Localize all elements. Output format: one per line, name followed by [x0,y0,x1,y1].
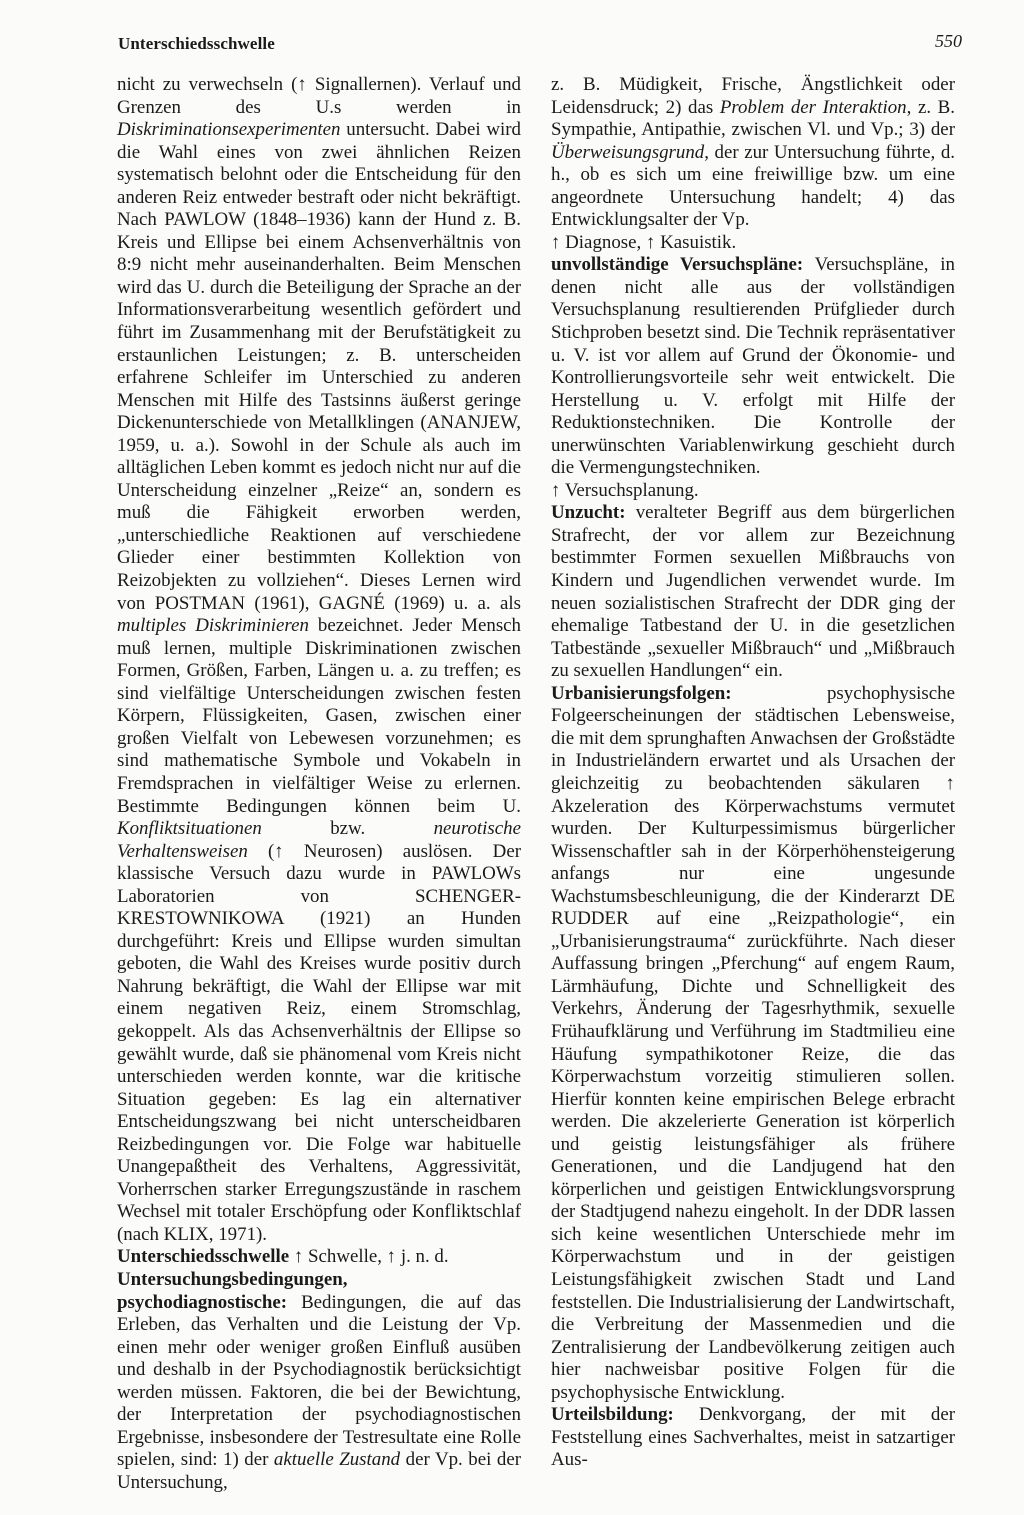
entry-text: ↑ Schwelle, ↑ j. n. d. [289,1246,449,1268]
entry-text: psychophysische Folgeerscheinungen der städtischen Lebensweise, die mit dem sprunghaften Anwachsen der Großstädte in Industrieländern erwartet und als Ursachen der gleichzeitig zu beobachtenden säkularen ↑ Akzeleration des Körperwachstums vermutet wurden. Der Kulturpessimismus bürgerlicher Wissenschaftler sah in der Körperhöhensteigerung anfangs nur eine ungesunde Wachstumsbeschleunigung, die der Kinderarzt DE RUDDER auf eine „Reizpathologie“, ein „Urbanisierungstrauma“ zurückführte. Nach dieser Auffassung bringen „Pferchung“ auf engem Raum, Lärmhäufung, Dichte und Schnelligkeit des Verkehrs, Änderung der Tagesrhythmik, sexuelle Frühaufklärung und Verführung im Stadtmilieu eine Häufung sympathikotoner Reize, die das Körperwachstum vorzeitig stimulieren sollen. Hierfür konnten keine empirischen Belege erbracht werden. Die akzelerierte Generation ist körperlich und geistig leistungsfähiger als frühere Generationen, und die Landjugend hat den körperlichen und geistigen Entwicklungsvorsprung der Stadtjugend nahezu eingeholt. In der DDR lassen sich keine wesentlichen Unterschiede mehr im Körperwachstum und in der geistigen Leistungsfähigkeit zwischen Stadt und Land feststellen. Die Industrialisierung der Landwirtschaft, die Verbreitung der Massenmedien und die Zentralisierung der Landbevölkerung zeitigen auch hier nachweisbar positive Folgen für die psychophysische Entwicklung. [551,682,955,1403]
cross-reference: ↑ Diagnose, ↑ Kasuistik. [551,231,737,253]
entry-untersuchungsbedingungen [117,1269,521,1494]
italic-term: Problem der Interaktion [719,96,907,118]
text-run: untersucht. Dabei wird die Wahl eines von zwei ähnlichen Reizen systematisch belohnt oder die Entscheidung für den anderen Reiz entweder bestraft oder nicht bekräftigt. Nach PAWLOW (1848–1936) kann der Hund z. B. Kreis und Ellipse bei einem Achsenverhältnis von 8:9 nicht mehr auseinanderhalten. Beim Menschen wird das U. durch die Beteiligung der Sprache an der Informationsverarbeitung wesentlich gefördert und führt im Zusammenhang mit der Berufstätigkeit zu erstaunlichen Leistungen; z. B. unterscheiden erfahrene Schleifer im Unterschied zu anderen Menschen mit Hilfe des Tastsinns äußerst geringe Dickenunterschiede von Metallklingen (ANANJEW, 1959, u. a.). Sowohl in der Schule als auch im alltäglichen Leben kommt es jedoch nicht nur auf die Unterscheidung einzelner „Reize“ an, sondern es muß die Fähigkeit erworben werden, „unterschiedliche Reaktionen auf verschiedene Glieder einer bestimmten Kollektion von Reizobjekten zu vollziehen“. Dieses Lernen wird von POSTMAN (1961), GAGNÉ (1969) u. a. als [117,119,521,614]
italic-term: multiples Diskriminieren [117,615,309,637]
left-column [117,74,521,1494]
entry-term: Untersuchungsbedingungen, psychodiagnostische: [117,1268,348,1313]
entry-term: Urbanisierungsfolgen: [551,682,732,704]
italic-term: Konfliktsituationen [117,818,262,840]
cross-reference: ↑ Versuchsplanung. [551,479,699,501]
entry-term: Unzucht: [551,502,626,524]
right-column [551,74,955,1472]
italic-term: Überweisungsgrund [551,141,705,163]
entry-text: Bedingungen, die auf das Erleben, das Verhalten und die Leistung der Vp. einen mehr oder weniger großen Einfluß ausüben und deshalb in der Psychodiagnostik berücksichtigt werden müssen. Faktoren, die bei der Bewichtung, der Interpretation der psychodiagnostischen Ergebnisse, insbesondere der Testresultate eine Rolle spielen, sind: 1) der [117,1291,521,1471]
page-number: 550 [935,31,962,51]
italic-term: aktuelle Zustand [273,1449,401,1471]
entry-unvollstaendige-versuchsplaene [551,254,955,479]
entry-text: Versuchspläne, in denen nicht alle aus der vollständigen Versuchsplanung resultierenden Prüfglieder durch Stichproben besetzt sind. Die Technik repräsentativer u. V. ist vor allem auf Grund der Ökonomie- und Kontrollierungsvorteile sehr weit entwickelt. Die Herstellung u. V. erfolgt mit Hilfe der Reduktionstechniken. Die Kontrolle der unerwünschten Variablenwirkung geschieht durch die Vermengungstechniken. [551,254,955,479]
entry-text: veralteter Begriff aus dem bürgerlichen Strafrecht, der vor allem zur Bezeichnung bestimmter Formen sexuellen Mißbrauchs von Kindern und Jugendlichen verwendet wurde. Im neuen sozialistischen Strafrecht der DDR ging der ehemalige Tatbestand der U. in die gesetzlichen Tatbestände „sexueller Mißbrauch“ und „Mißbrauch zu sexuellen Handlungen“ ein. [551,502,955,682]
entry-urbanisierungsfolgen [551,683,955,1405]
entry-unzucht [551,502,955,682]
text-run: bzw. [261,818,434,840]
text-run: , z. B. Sympathie, Antipathie, zwischen Vl. und Vp.; 3) der [551,96,955,141]
text-run: (↑ Neurosen) auslösen. Der klassische Versuch dazu wurde in PAWLOWs Laboratorien von SCHENGER-KRESTOWNIKOWA (1921) an Hunden durchgeführt: Kreis und Ellipse wurden simultan geboten, die Wahl des Kreises wurde positiv durch Nahrung bekräftigt, die Wahl der Ellipse war mit einem negativen Reiz, einem Stromschlag, gekoppelt. Als das Achsenverhältnis der Ellipse so gewählt wurde, daß sie phänomenal vom Kreis nicht unterschieden werden konnte, war die kritische Situation gegeben: Es lag ein alternativer Entscheidungszwang bei nicht unterscheidbaren Reizbedingungen vor. Die Folge war habituelle Unangepaßtheit des Verhaltens, Aggressivität, Vorherrschen starker Erregungszustände in raschem Wechsel mit totaler Erschöpfung oder Konfliktschlaf (nach KLIX, 1971). [117,840,521,1245]
entry-urteilsbildung [551,1404,955,1472]
entry-unterschiedsschwelle [117,1246,521,1269]
text-run: nicht zu verwechseln (↑ Signallernen). Verlauf und Grenzen des U.s werden in [117,74,521,118]
entry-text: der Vp. bei der Untersuchung, [117,1449,521,1493]
italic-term: neurotische Verhaltensweisen [117,818,521,862]
entry-continuation-unterschiedsschwelle [117,74,521,1246]
entry-text: Denkvorgang, der mit der Feststellung eines Sachverhaltes, meist in satzartiger Aus- [551,1404,955,1471]
entry-term: unvollständige Versuchspläne: [551,254,804,276]
entry-continuation-untersuchungsbedingungen [551,74,955,232]
text-run: z. B. Müdigkeit, Frische, Ängstlichkeit oder Leidensdruck; 2) das [551,74,955,118]
text-run: , der zur Untersuchung führte, d. h., ob es sich um eine freiwillige bzw. um eine angeordnete Untersuchung handelt; 4) das Entwicklungsalter der Vp. [551,141,955,231]
entry-term: Unterschiedsschwelle [117,1246,290,1268]
entry-term: Urteilsbildung: [551,1404,674,1426]
running-head: Unterschiedsschwelle [118,34,275,53]
text-run: bezeichnet. Jeder Mensch muß lernen, multiple Diskriminationen zwischen Formen, Größen, Farben, Längen u. a. zu treffen; es sind vielfältige Unterscheidungen zwischen festen Körpern, Flüssigkeiten, Gasen, zwischen einer großen Vielfalt von Lebewesen vorzunehmen; es sind mathematische Symbole und Vokabeln in Fremdsprachen in vielfältiger Weise zu erlernen. Bestimmte Bedingungen können beim U. [117,615,521,817]
italic-term: Diskriminationsexperimenten [117,119,341,141]
